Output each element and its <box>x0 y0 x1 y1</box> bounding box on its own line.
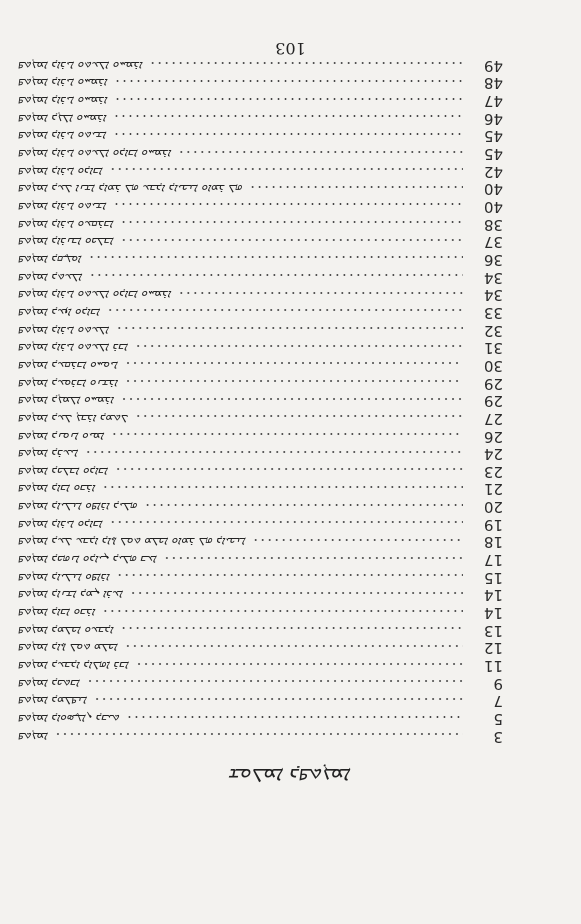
toc-page-number: 18 <box>483 533 503 552</box>
toc-entry-title: ܦܬܓܡܐ ܕܥܙܐ ܘܕܐܒܐ <box>19 305 101 320</box>
toc-row <box>19 480 503 498</box>
toc-entry-title: ܦܬܓܡܐ ܕܥܘܪܒܐ ܘܢܫܪܐ <box>19 376 119 391</box>
toc-leader-dots <box>107 308 463 312</box>
toc-leader-dots <box>116 326 463 330</box>
toc-page-number: 14 <box>483 586 503 605</box>
toc-leader-dots <box>120 220 463 224</box>
toc-leader-dots <box>109 520 463 524</box>
toc-leader-dots <box>113 202 463 206</box>
toc-entry-title: ܦܬܓܡܐ ܕܥܠ ܥܒܕܐ ܕܐܬܐ ܠܘܬ ܡܠܟܐ ܘܐܡܪ ܠܗ ܕܐܝܟܢܐ <box>19 535 247 550</box>
toc-leader-dots <box>135 414 463 418</box>
toc-page-number: 38 <box>483 215 503 234</box>
toc-page-number: 14 <box>483 604 503 623</box>
toc-page-number: 32 <box>483 321 503 340</box>
toc-leader-dots <box>113 132 463 136</box>
toc-page-number: 13 <box>483 621 503 640</box>
toc-entry-title: ܦܬܓܡܐ ܕܟܗܢܐ ܘܕܐܝܢ ܕܝܠܗ ܒܥܐ <box>19 553 158 568</box>
toc-row <box>19 498 503 516</box>
toc-leader-dots <box>88 255 463 259</box>
toc-entry-title: ܦܬܓܡܐ ܕܥܒܕܐ ܕܐܠܗܐ ܪܒܐ <box>19 659 130 674</box>
toc-entry-title: ܦܬܓܡܐ ܕܐܪܝܐ ܘܕܐܒܐ <box>19 164 104 179</box>
toc-entry-title: ܦܬܓܡܐ ܕܐܪܢܒܐ ܘܟܠܒܐ <box>19 235 115 250</box>
toc-entry-title: ܦܬܓܡܐ ܕܐܪܝܐ ܘܥܩܪܒܐ <box>19 217 115 232</box>
toc-row <box>19 145 503 163</box>
page-number: 103 <box>275 39 306 58</box>
toc-row <box>19 533 503 551</box>
toc-leader-dots <box>111 432 463 436</box>
toc-leader-dots <box>116 573 463 577</box>
toc-leader-dots <box>125 379 463 383</box>
toc-entry-title: ܦܬܓܡܐ ܕܢܘܢܐ ܘܝܡܐ <box>19 429 105 444</box>
toc-entry-title: ܦܬܓܡܐ ܕܥܠ ܓܒܪܐ ܕܡܬܠ <box>19 411 129 426</box>
toc-leader-dots <box>102 485 463 489</box>
toc-leader-dots <box>114 97 463 101</box>
toc-row <box>19 286 503 304</box>
toc-row <box>19 551 503 569</box>
toc-row <box>19 710 503 728</box>
toc-page-number: 9 <box>493 674 503 693</box>
toc-leader-dots <box>130 591 463 595</box>
toc-page-number: 26 <box>483 427 503 446</box>
toc-leader-dots <box>120 238 463 242</box>
toc-entry-title: ܦܬܓܡܐ ܕܐܒܐ ܘܒܪܐ <box>19 482 96 497</box>
toc-row <box>19 410 503 428</box>
toc-row <box>19 621 503 639</box>
toc-leader-dots <box>125 361 463 365</box>
toc-row <box>19 180 503 198</box>
toc-page-number: 42 <box>483 162 503 181</box>
toc-entry-title: ܦܬܓܡܐ ܕܡܠܟܐ ܘܥܒܕܐ <box>19 623 115 638</box>
table-of-contents <box>19 56 503 745</box>
toc-entry-title: ܦܬܓܡܐ ܕܐܪܝܐ ܘܬܥܠܐ ܘܚܡܪܐ <box>19 58 144 73</box>
toc-leader-dots <box>120 626 463 630</box>
toc-page-number: 20 <box>483 498 503 517</box>
toc-row <box>19 198 503 216</box>
toc-page-number: 12 <box>483 639 503 658</box>
toc-entry-title: ܦܬܓܡܐ ܕܬܥܠܐ <box>19 270 83 285</box>
toc-page-number: 34 <box>483 286 503 305</box>
toc-leader-dots <box>135 344 463 348</box>
toc-page-number: 40 <box>483 197 503 216</box>
toc-leader-dots <box>252 538 463 542</box>
toc-page-number: 7 <box>493 692 503 711</box>
toc-row <box>19 56 503 74</box>
toc-row <box>19 109 503 127</box>
toc-row <box>19 162 503 180</box>
toc-page-number: 33 <box>483 303 503 322</box>
toc-page-number: 3 <box>493 727 503 746</box>
toc-entry-title: ܦܬܓܡܐ ܕܐܝܠܢܐ ܘܦܐܪܐ <box>19 570 111 585</box>
toc-row <box>19 463 503 481</box>
toc-leader-dots <box>136 662 463 666</box>
toc-page-number: 19 <box>483 515 503 534</box>
toc-leader-dots <box>144 503 463 507</box>
toc-row <box>19 515 503 533</box>
toc-leader-dots <box>102 609 463 613</box>
toc-row <box>19 268 503 286</box>
toc-row <box>19 215 503 233</box>
toc-page-number: 45 <box>483 145 503 164</box>
toc-page-number: 48 <box>483 74 503 93</box>
toc-row <box>19 392 503 410</box>
toc-leader-dots <box>149 61 463 65</box>
toc-entry-title: ܦܬܓܡܐ ܕܐܪܝܐ ܘܬܥܠܐ ܘܕܐܒܐ ܘܚܡܪܐ <box>19 147 172 162</box>
toc-leader-dots <box>109 167 463 171</box>
toc-leader-dots <box>126 715 463 719</box>
toc-page-number: 29 <box>483 392 503 411</box>
toc-entry-title: ܦܬܓܡܐ ܕܐܪܝܐ ܘܬܝܫܐ <box>19 129 107 144</box>
toc-leader-dots <box>163 556 463 560</box>
toc-row <box>19 586 503 604</box>
toc-entry-title: ܦܬܓܡܐ <box>19 729 49 744</box>
toc-entry-title: ܦܬܓܡܐ ܕܥܩܪܒܐ ܘܚܘܝܐ <box>19 358 119 373</box>
toc-leader-dots <box>94 697 463 701</box>
toc-page-number: 49 <box>483 56 503 75</box>
toc-row <box>19 639 503 657</box>
toc-row <box>19 427 503 445</box>
toc-page-number: 30 <box>483 356 503 375</box>
toc-leader-dots <box>85 450 463 454</box>
toc-row <box>19 445 503 463</box>
toc-entry-title: ܦܬܓܡܐ ܕܐܝܠܢܐ ܘܦܐܪܐ ܕܝܠܗ <box>19 500 139 515</box>
toc-row <box>19 127 503 145</box>
toc-leader-dots <box>114 79 463 83</box>
toc-page-number: 47 <box>483 92 503 111</box>
toc-entry-title: ܦܬܓܡܐ ܕܓܡܠܐ ܘܚܡܪܐ <box>19 394 115 409</box>
toc-entry-title: ܦܬܓܡܐ ܕܐܒܐ ܘܒܪܐ <box>19 606 96 621</box>
toc-page-number: 5 <box>493 710 503 729</box>
toc-page-number: 24 <box>483 445 503 464</box>
toc-entry-title: ܦܬܓܡܐ ܕܐܪܝܐ ܘܚܡܪܐ <box>19 94 109 109</box>
toc-page-number: 40 <box>483 180 503 199</box>
toc-page-number: 31 <box>483 339 503 358</box>
toc-row <box>19 374 503 392</box>
toc-page-number: 27 <box>483 409 503 428</box>
toc-page-number: 45 <box>483 127 503 146</box>
toc-entry-title: ܦܬܓܡܐ ܕܐܪܝܐ ܘܬܥܠܐ ܘܕܐܒܐ ܘܚܡܪܐ <box>19 288 172 303</box>
toc-leader-dots <box>113 114 463 118</box>
toc-page-number: 36 <box>483 250 503 269</box>
toc-row <box>19 357 503 375</box>
toc-entry-title: ܦܬܓܡܐ ܕܐܪܝܐ ܘܬܥܠܐ <box>19 323 110 338</box>
toc-page-number: 21 <box>483 480 503 499</box>
toc-leader-dots <box>249 185 463 189</box>
toc-row <box>19 604 503 622</box>
toc-page-number: 34 <box>483 268 503 287</box>
toc-page-number: 23 <box>483 462 503 481</box>
toc-row <box>19 92 503 110</box>
toc-page-number: 15 <box>483 568 503 587</box>
toc-entry-title: ܦܬܓܡܐ ܕܐܘܣܛܐܢ ܕܒܝܬ <box>19 712 120 727</box>
toc-entry-title: ܦܬܓܡܐ ܕܐܪܝܐ ܘܬܝܫܐ <box>19 199 107 214</box>
toc-page-number: 46 <box>483 109 503 128</box>
toc-entry-title: ܦܬܓܡܐ ܕܐܪܝܐ ܘܕܐܒܐ <box>19 517 104 532</box>
toc-page-number: 17 <box>483 551 503 570</box>
toc-row <box>19 727 503 745</box>
toc-row <box>19 657 503 675</box>
toc-row <box>19 339 503 357</box>
toc-row <box>19 304 503 322</box>
toc-leader-dots <box>178 291 463 295</box>
toc-leader-dots <box>121 397 463 401</box>
toc-entry-title: ܦܬܓܡܐ ܕܐܢܫܐ ܕܡܢ ܐܪܥܐ <box>19 588 124 603</box>
toc-entry-title: ܦܬܓܡܐ ܕܡܠܦܢܐ <box>19 694 88 709</box>
toc-entry-title: ܦܬܓܡܐ ܕܪܥܝܐ <box>19 447 79 462</box>
toc-row <box>19 233 503 251</box>
toc-entry-title: ܦܬܓܡܐ ܕܥܠ ܐܢܫܐ ܕܐܡܪ ܠܗ ܥܒܕܐ ܕܐܝܟܢܐ ܘܐܡܪ ܠܗ <box>19 182 244 197</box>
toc-entry-title: ܦܬܓܡܐ ܕܟܠܒܐ ܘܕܐܒܐ <box>19 464 109 479</box>
toc-entry-title: ܦܬܓܡܐ ܕܐܪܝܐ ܘܬܥܠܐ ܪܒܐ <box>19 341 129 356</box>
toc-entry-title: ܦܬܓܡܐ ܕܐܪܝܐ ܘܚܡܪܐ <box>19 76 109 91</box>
toc-page-number: 37 <box>483 233 503 252</box>
toc-entry-title: ܦܬܓܡܐ ܕܐܬܐ ܠܘܬ ܡܠܟܐ <box>19 641 119 656</box>
toc-entry-title: ܦܬܓܡܐ ܕܩܛܘܐ <box>19 252 83 267</box>
toc-entry-title: ܦܬܓܡܐ ܕܟܬܒܐ <box>19 676 81 691</box>
toc-leader-dots <box>54 732 463 736</box>
toc-row <box>19 321 503 339</box>
toc-entry-title: ܦܬܓܡܐ ܕܓܠܐ ܘܚܡܪܐ <box>19 111 107 126</box>
toc-page-number: 29 <box>483 374 503 393</box>
toc-leader-dots <box>87 679 463 683</box>
toc-row <box>19 692 503 710</box>
toc-row <box>19 674 503 692</box>
toc-row <box>19 251 503 269</box>
toc-leader-dots <box>124 644 463 648</box>
toc-leader-dots <box>115 467 463 471</box>
toc-leader-dots <box>89 273 463 277</box>
toc-leader-dots <box>178 150 463 154</box>
index-heading: ܫܘܠܡܐ ܕܦܬܓܡܐ <box>229 764 352 788</box>
toc-row <box>19 568 503 586</box>
toc-page-number: 11 <box>483 657 503 676</box>
toc-row <box>19 74 503 92</box>
